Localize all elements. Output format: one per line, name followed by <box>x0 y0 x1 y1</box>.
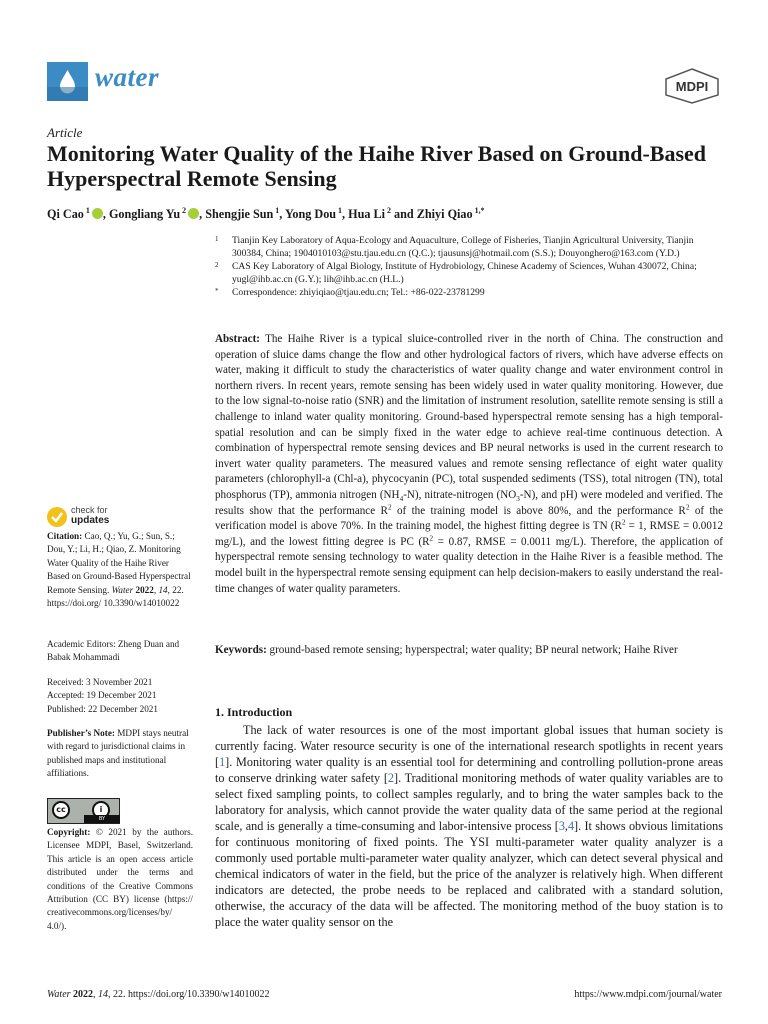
affiliation-text: Correspondence: zhiyiqiao@tjau.edu.cn; Tel.: +86-022-23781299 <box>232 287 485 298</box>
check-updates-label-top: check for <box>71 505 108 515</box>
author-list: Qi Cao $^1$ , Gongliang Yu $^2$ , Shengjie Sun $^1$, Yong Dou $^1$, Hua Li $^2$ and Zhiyi Qiao $^{1,*}$ <box>47 205 485 221</box>
keywords-label: Keywords: <box>215 644 267 656</box>
copyright <box>47 826 193 933</box>
author-name: Qi Cao <box>47 207 84 221</box>
introduction-text: The lack of water resources is one of the most important global issues that human society is currently facing. Water resource security is one of the international research spotlights in recent years [1]. Monitoring water quality is an essential tool for determining and controlling pollution-prone areas to conserve drinking water safety [2]. Traditional monitoring methods of water quality variables are to select fixed sampling points, to collect samples regularly, and to bring the water samples back to the laboratory for analysis, which cannot provide the water quality data of the same period at the regional scale, and is generally a time-consuming and labor-intensive process [3,4]. It shows obvious limitations for continuous monitoring of fixed points. The YSI multi-parameter water quality analyzer is a commonly used portable multi-parameter water quality analyzer, which can detect several physical and chemical indicators of water in the field, but the price of the analyzer is relatively high. When different indicators are detected, the probe needs to be replaced and calibrated with a standard solution, otherwise, the accuracy of the data will be affected. The monitoring method of the buoy station is to place the water quality sensor on the <box>215 723 723 929</box>
affiliations <box>215 234 725 299</box>
affiliation-item <box>215 260 725 286</box>
author-affiliation-marker: 2 <box>385 205 391 215</box>
author-affiliation-marker: 2 <box>180 205 187 215</box>
abstract <box>215 332 723 597</box>
author-name: Zhiyi Qiao <box>416 207 473 221</box>
attribution-icon: i <box>92 801 110 819</box>
keywords-text: ground-based remote sensing; hyperspectral; water quality; BP neural network; Haihe River <box>269 644 678 656</box>
cc-icon: cc <box>52 801 70 819</box>
affiliation-text: CAS Key Laboratory of Algal Biology, Institute of Hydrobiology, Chinese Academy of Sciences, Wuhan 430072, China; yugl@ihb.ac.cn (G.Y.); lih@ihb.ac.cn (H.L.) <box>232 261 697 285</box>
received-date: Received: 3 November 2021 <box>47 677 153 687</box>
affiliation-number: * <box>215 287 219 295</box>
author-affiliation-marker: 1 <box>273 205 280 215</box>
citation <box>47 530 193 610</box>
article-title: Monitoring Water Quality of the Haihe River Based on Ground-Based Hyperspectral Remote Sensing <box>47 141 707 191</box>
affiliation-number: 1 <box>215 235 219 243</box>
academic-editors: Academic Editors: Zheng Duan and Babak Mohammadi <box>47 639 180 663</box>
journal-name: water <box>95 62 160 92</box>
citation-label: Citation: <box>47 531 83 541</box>
published-date: Published: 22 December 2021 <box>47 703 158 714</box>
cc-by-license-icon[interactable] <box>47 798 120 824</box>
author-affiliation-marker: 1,* <box>472 205 485 215</box>
publisher-note <box>47 727 193 781</box>
publisher-note-label: Publisher’s Note: <box>47 728 115 738</box>
publisher-logo <box>664 68 720 104</box>
keywords <box>215 643 723 659</box>
check-updates-label-bottom: updates <box>71 515 110 526</box>
affiliation-text: Tianjin Key Laboratory of Aqua-Ecology and Aquaculture, College of Fisheries, Tianjin Agricultural University, Tianjin 300384, China; 1904010103@stu.tjau.edu.cn (Q.C.); tjausunsj@hotmail.com (S.S.); Douyonghero@163.com (Y.D.) <box>232 235 694 259</box>
publisher-name: MDPI <box>675 79 709 94</box>
check-updates-icon <box>47 507 67 527</box>
footer-journal-link[interactable]: https://www.mdpi.com/journal/water <box>574 989 722 1000</box>
orcid-icon[interactable] <box>92 208 103 219</box>
by-label: BY <box>84 815 120 823</box>
footer-citation: Water 2022, 14, 22. https://doi.org/10.3390/w14010022 <box>47 989 270 1000</box>
orcid-icon[interactable] <box>188 208 199 219</box>
check-for-updates-button[interactable] <box>47 505 167 531</box>
journal-logo-icon <box>47 62 88 101</box>
affiliation-item <box>215 234 725 260</box>
copyright-text: © 2021 by the authors. Licensee MDPI, Basel, Switzerland. This article is an open access article distributed under the terms and conditions of the Creative Commons Attribution (CC BY) license (https:// creativecommons.org/licenses/by/ 4.0/). <box>47 827 193 931</box>
author-affiliation-marker: 1 <box>83 205 90 215</box>
publication-dates <box>47 676 193 716</box>
citation-text[interactable]: Cao, Q.; Yu, G.; Sun, S.; Dou, Y.; Li, H.; Qiao, Z. Monitoring Water Quality of the Haihe River Based on Ground-Based Hyperspectral Remote Sensing. Water 2022, 14, 22. https://doi.org/ 10.3390/w14010022 <box>47 531 191 609</box>
affiliation-item <box>215 286 725 299</box>
copyright-label: Copyright: <box>47 827 91 837</box>
author-name: Gongliang Yu <box>108 207 181 221</box>
accepted-date: Accepted: 19 December 2021 <box>47 690 157 701</box>
abstract-label: Abstract: <box>215 333 260 345</box>
abstract-text: The Haihe River is a typical sluice-controlled river in the north of China. The construction and operation of sluice dams change the flow and other hydrological factors of rivers, which have adverse effects on water, making it difficult to study the characteristics of water quality change and water environment control in northern rivers. In recent years, remote sensing has been widely used in water quality monitoring. However, due to the low signal-to-noise ratio (SNR) and the limitation of instrument resolution, satellite remote sensing is still a challenge to inland water quality monitoring. Ground-based hyperspectral remote sensing has a high temporal-spatial resolution and can be simply fixed in the water edge to achieve real-time continuous detection. A combination of hyperspectral remote sensing devices and BP neural networks is used in the current research to invert water quality parameters. The measured values and remote sensing reflectance of eight water quality parameters (chlorophyll-a (Chl-a), phycocyanin (PC), total suspended sediments (TSS), total nitrogen (TN), total phosphorus (TP), ammonia nitrogen $(NH_4-N)$, nitrate-nitrogen $(NO_3-N)$, and pH) were modeled and verified. The results show that the performance $R^2$ of the training model is above 80%, and the performance $R^2$ of the verification model is above 70%. In the training model, the highest fitting degree is TN ($R^2 = 1$, RMSE = 0.0012 mg/L), and the lowest fitting degree is PC ($R^2 = 0.87$, RMSE = 0.0011 mg/L). Therefore, the application of hyperspectral remote sensing technology to water quality detection in the Haihe River is a feasible method. The model built in the hyperspectral remote sensing equipment can help decision-makers to easily understand the real-time changes of water quality parameters. <box>215 333 724 595</box>
author-name: Shengjie Sun <box>205 207 274 221</box>
author-name: Hua Li <box>348 207 386 221</box>
publisher-note-text: MDPI stays neutral with regard to jurisdictional claims in published maps and institutional affiliations. <box>47 728 189 779</box>
affiliation-number: 2 <box>215 261 219 269</box>
author-name: Yong Dou <box>284 207 337 221</box>
author-affiliation-marker: 1 <box>336 205 343 215</box>
section-heading-introduction: 1. Introduction <box>215 705 293 719</box>
article-type: Article <box>47 125 83 140</box>
